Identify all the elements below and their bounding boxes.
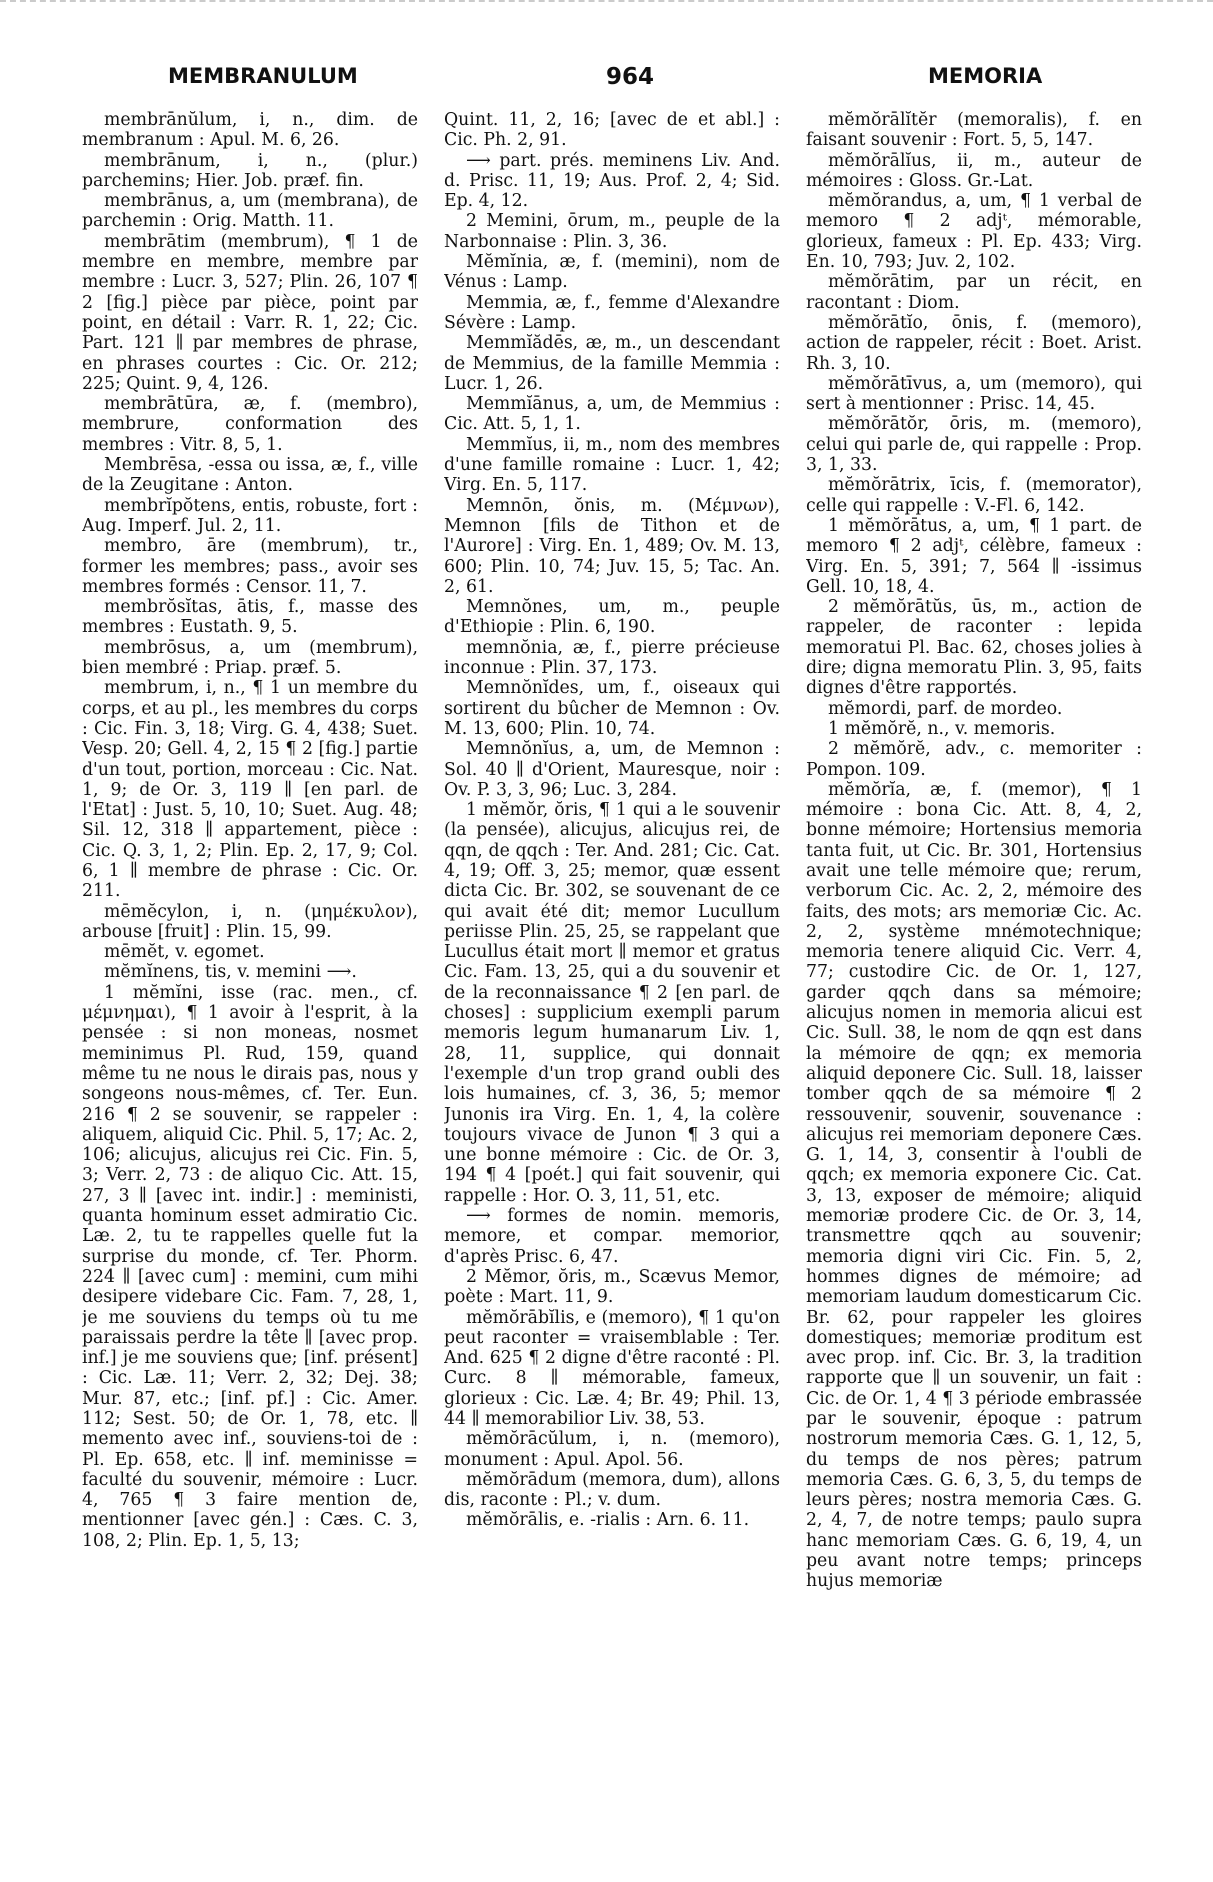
dictionary-entry: mĕmŏrātŏr, ōris, m. (memoro), celui qui parle de, qui rappelle : Prop. 3, 1, 33. — [806, 414, 1142, 476]
dictionary-entry: memnŏnia, æ, f., pierre précieuse inconnue : Plin. 37, 173. — [444, 637, 780, 679]
dictionary-entry: mĕmŏrātim, par un récit, en racontant : Diom. — [806, 272, 1142, 313]
dictionary-entry: mĕmŏrātĭo, ōnis, f. (memoro), action de rappeler, récit : Boet. Arist. Rh. 3, 10. — [806, 312, 1142, 374]
dictionary-entry: Memmĭus, ii, m., nom des membres d'une famille romaine : Lucr. 1, 42; Virg. En. 5, 117. — [444, 434, 780, 496]
dictionary-entry: Membrēsa, -essa ou issa, æ, f., ville de la Zeugitane : Anton. — [82, 455, 418, 496]
dictionary-entry: membrum, i, n., ¶ 1 un membre du corps, et au pl., les membres du corps : Cic. Fin. 3, 18; Virg. G. 4, 438; Suet. Vesp. 20; Gell. 4, 2, 15 ¶ 2 [fig.] partie d'un tout, portion, morceau : Cic. Nat. 1, 9; de Or. 3, 119 ∥ [en parl. de l'Etat] : Just. 5, 10, 10; Suet. Aug. 48; Sil. 12, 318 ∥ appartement, pièce : Cic. Q. 3, 1, 2; Plin. Ep. 2, 17, 9; Col. 6, 1 ∥ membre de phrase : Cic. Or. 211. — [82, 678, 418, 902]
dictionary-entry: membrānum, i, n., (plur.) parchemins; Hier. Job. præf. fin. — [82, 150, 418, 191]
dictionary-entry: Memmĭānus, a, um, de Memmius : Cic. Att. 5, 1, 1. — [444, 394, 780, 435]
running-header — [0, 64, 1213, 104]
dictionary-entry: Mĕmĭnia, æ, f. (memini), nom de Vénus : Lamp. — [444, 252, 780, 293]
column-right — [806, 110, 1142, 1870]
dictionary-entry: mĕmŏrātrix, īcis, f. (memorator), celle qui rappelle : V.-Fl. 6, 142. — [806, 475, 1142, 516]
dictionary-entry: membrōsus, a, um (membrum), bien membré : Priap. præf. 5. — [82, 637, 418, 679]
header-left-guide-word: MEMBRANULUM — [168, 64, 358, 88]
page-number: 964 — [606, 64, 655, 90]
dictionary-entry: Memnōn, ŏnis, m. (Μέμνων), Memnon [fils de Tithon et de l'Aurore] : Virg. En. 1, 489; Ov. M. 13, 600; Plin. 10, 74; Juv. 15, 5; Tac. An. 2, 61. — [444, 495, 780, 597]
dictionary-entry: mĕmŏrātīvus, a, um (memoro), qui sert à mentionner : Prisc. 14, 45. — [806, 373, 1142, 415]
dictionary-entry: mĕmŏrandus, a, um, ¶ 1 verbal de memoro ¶ 2 adjᵗ, mémorable, glorieux, fameux : Pl. Ep. 433; Virg. En. 10, 793; Juv. 2, 102. — [806, 191, 1142, 273]
dictionary-entry: mēmĕcylon, i, n. (μημέκυλον), arbouse [fruit] : Plin. 15, 99. — [82, 901, 418, 942]
dictionary-entry: mēmĕt, v. egomet. — [104, 942, 265, 963]
column-middle — [444, 110, 780, 1870]
dictionary-entry: mĕmŏrālĭus, ii, m., auteur de mémoires : Gloss. Gr.-Lat. — [806, 150, 1142, 191]
dictionary-entry: membrĭpŏtens, entis, robuste, fort : Aug. Imperf. Jul. 2, 11. — [82, 495, 418, 536]
dictionary-entry: mĕmŏrābĭlis, e (memoro), ¶ 1 qu'on peut raconter = vraisemblable : Ter. And. 625 ¶ 2 digne d'être raconté : Pl. Curc. 8 ∥ mémorable, fameux, glorieux : Cic. Læ. 4; Br. 49; Phil. 13, 44 ∥ memorabilior Liv. 38, 53. — [444, 1307, 780, 1429]
dictionary-entry: mĕmŏrādum (memora, dum), allons dis, raconte : Pl.; v. dum. — [444, 1469, 780, 1511]
header-right-guide-word: MEMORIA — [928, 64, 1043, 88]
dictionary-entry: ⟶ part. prés. meminens Liv. And. d. Prisc. 11, 19; Aus. Prof. 2, 4; Sid. Ep. 4, 12. — [444, 150, 780, 212]
dictionary-entry: mĕmŏrālĭtĕr (memoralis), f. en faisant souvenir : Fort. 5, 5, 147. — [806, 110, 1142, 151]
dictionary-entry: Quint. 11, 2, 16; [avec de et abl.] : Cic. Ph. 2, 91. — [444, 110, 780, 151]
dictionary-entry: 2 Mĕmor, ŏris, m., Scævus Memor, poète : Mart. 11, 9. — [444, 1266, 780, 1308]
dictionary-entry: membrātim (membrum), ¶ 1 de membre en membre, membre par membre : Lucr. 3, 527; Plin. 26, 107 ¶ 2 [fig.] pièce par pièce, point par point, en détail : Varr. R. 1, 22; Cic. Part. 121 ∥ par membres de phrase, en phrases courtes : Cic. Or. 212; 225; Quint. 9, 4, 126. — [82, 231, 418, 394]
dictionary-entry: mĕmordi, parf. de mordeo. — [828, 698, 1063, 719]
dictionary-entry: 1 mĕmŏrātus, a, um, ¶ 1 part. de memoro ¶ 2 adjᵗ, célèbre, fameux : Virg. En. 5, 391; 7, 564 ∥ -issimus Gell. 10, 18, 4. — [806, 515, 1142, 597]
dictionary-entry: membrŏsĭtas, ātis, f., masse des membres : Eustath. 9, 5. — [82, 597, 418, 638]
dictionary-entry: Memnŏnĭdes, um, f., oiseaux qui sortirent du bûcher de Memnon : Ov. M. 13, 600; Plin. 10, 74. — [444, 678, 780, 739]
dictionary-entry: mĕmŏrālis, e. -rialis : Arn. 6. 11. — [466, 1510, 750, 1531]
dictionary-entry: membrātūra, æ, f. (membro), membrure, conformation des membres : Vitr. 8, 5, 1. — [82, 394, 418, 455]
dictionary-entry: 2 mĕmŏrĕ, adv., c. memoriter : Pompon. 109. — [806, 739, 1142, 780]
text-columns — [82, 110, 1142, 1870]
dictionary-entry: membro, āre (membrum), tr., former les membres; pass., avoir ses membres formés : Censor. 11, 7. — [82, 536, 418, 597]
dictionary-entry: Memnŏnes, um, m., peuple d'Ethiopie : Plin. 6, 190. — [444, 597, 780, 638]
dictionary-entry: 2 mĕmŏrātŭs, ūs, m., action de rappeler, de raconter : lepida memoratui Pl. Bac. 62, choses jolies à dire; digna memoratu Plin. 3, 95, faits dignes d'être rapportés. — [806, 597, 1142, 699]
dictionary-entry: Memnŏnĭus, a, um, de Memnon : Sol. 40 ∥ d'Orient, Mauresque, noir : Ov. P. 3, 3, 96; Luc. 3, 284. — [444, 739, 780, 800]
column-left — [82, 110, 418, 1870]
dictionary-entry: membrānus, a, um (membrana), de parchemin : Orig. Matth. 11. — [82, 191, 418, 232]
dictionary-entry: membrānŭlum, i, n., dim. de membranum : Apul. M. 6, 26. — [82, 110, 418, 151]
dictionary-entry: Memmĭădēs, æ, m., un descendant de Memmius, de la famille Memmia : Lucr. 1, 26. — [444, 333, 780, 394]
scan-edge — [0, 0, 1213, 12]
dictionary-entry: 1 mĕmŏr, ŏris, ¶ 1 qui a le souvenir (la pensée), alicujus, alicujus rei, de qqn, de qqch : Ter. And. 281; Cic. Cat. 4, 19; Off. 3, 25; memor, quæ essent dicta Cic. Br. 302, se souvenant de ce qui avait été dit; memor Lucullum periisse Plin. 25, 25, se rappelant que Lucullus était mort ∥ memor et gratus Cic. Fam. 13, 25, qui a du souvenir et de la reconnaissance ¶ 2 [en parl. de choses] : supplicium exempli parum memoris legum humanarum Liv. 1, 28, 11, supplice, qui donnait l'exemple d'un trop grand oubli des lois humaines, cf. 3, 36, 5; memor Junonis ira Virg. En. 1, 4, la colère toujours vivace de Junon ¶ 3 qui a une bonne mémoire : Cic. de Or. 3, 194 ¶ 4 [poét.] qui fait souvenir, qui rappelle : Hor. O. 3, 11, 51, etc. — [444, 800, 780, 1206]
dictionary-entry: mĕmŏrĭa, æ, f. (memor), ¶ 1 mémoire : bona Cic. Att. 8, 4, 2, bonne mémoire; Hortensius memoria tanta fuit, ut Cic. Br. 301, Hortensius avait une telle mémoire que; rerum, verborum Cic. Ac. 2, 2, mémoire des faits, des mots; ars memoriæ Cic. Ac. 2, 2, système mnémotechnique; memoria tenere aliquid Cic. Verr. 4, 77; custodire Cic. de Or. 1, 127, garder qqch dans sa mémoire; alicujus nomen in memoria alicui est Cic. Sull. 38, le nom de qqn est dans la mémoire de qqn; ex memoria aliquid deponere Cic. Sull. 18, laisser tomber qqch de sa mémoire ¶ 2 ressouvenir, souvenir, souvenance : alicujus rei memoriam deponere Cæs. G. 1, 14, 3, consentir à l'oubli de qqch; ex memoria exponere Cic. Cat. 3, 13, exposer de mémoire; aliquid memoriæ prodere Cic. de Or. 3, 14, transmettre qqch au souvenir; memoria digni viri Cic. Fin. 5, 2, hommes dignes de mémoire; ad memoriam laudum domesticarum Cic. Br. 62, pour rappeler les gloires domestiques; memoriæ proditum est avec prop. inf. Cic. Br. 3, la tradition rapporte que ∥ un souvenir, un fait : Cic. de Or. 1, 4 ¶ 3 période embrassée par le souvenir, époque : patrum nostrorum memoria Cæs. G. 1, 12, 5, du temps de nos pères; patrum memoria Cæs. G. 6, 3, 5, du temps de leurs pères; nostra memoria Cæs. G. 2, 4, 7, de notre temps; paulo supra hanc memoriam Cæs. G. 6, 19, 4, un peu avant notre temps; princeps hujus memoriæ — [806, 779, 1142, 1592]
dictionary-entry: mĕmĭnens, tis, v. memini ⟶. — [104, 962, 357, 983]
dictionary-entry: 2 Memini, ōrum, m., peuple de la Narbonnaise : Plin. 3, 36. — [444, 211, 780, 252]
dictionary-entry: ⟶ formes de nomin. memoris, memore, et compar. memorior, d'après Prisc. 6, 47. — [444, 1206, 780, 1267]
dictionary-entry: 1 mĕmŏrĕ, n., v. memoris. — [828, 718, 1056, 739]
dictionary-entry: 1 mĕmĭni, isse (rac. men., cf. μέμνημαι), ¶ 1 avoir à l'esprit, à la pensée : si non moneas, nosmet meminimus Pl. Rud, 159, quand même tu ne nous le dirais pas, nous y songeons nous-mêmes, cf. Ter. Eun. 216 ¶ 2 se souvenir, se rappeler : aliquem, aliquid Cic. Phil. 5, 17; Ac. 2, 106; alicujus, alicujus rei Cic. Fin. 5, 3; Verr. 2, 73 : de aliquo Cic. Att. 15, 27, 3 ∥ [avec int. indir.] : meministi, quanta hominum esset admiratio Cic. Læ. 2, tu te rappelles quelle fut la surprise du monde, cf. Ter. Phorm. 224 ∥ [avec cum] : memini, cum mihi desipere videbare Cic. Fam. 7, 28, 1, je me souviens du temps où tu me paraissais perdre la tête ∥ [avec prop. inf.] je me souviens que; [inf. présent] : Cic. Læ. 11; Verr. 2, 32; Dej. 38; Mur. 87, etc.; [inf. pf.] : Cic. Amer. 112; Sest. 50; de Or. 1, 78, etc. ∥ memento avec inf., souviens-toi de : Pl. Ep. 658, etc. ∥ inf. meminisse = faculté du souvenir, mémoire : Lucr. 4, 765 ¶ 3 faire mention de, mentionner [avec gén.] : Cæs. C. 3, 108, 2; Plin. Ep. 1, 5, 13; — [82, 982, 418, 1551]
dictionary-entry: mĕmŏrācŭlum, i, n. (memoro), monument : Apul. Apol. 56. — [444, 1429, 780, 1470]
dictionary-entry: Memmia, æ, f., femme d'Alexandre Sévère : Lamp. — [444, 292, 780, 333]
